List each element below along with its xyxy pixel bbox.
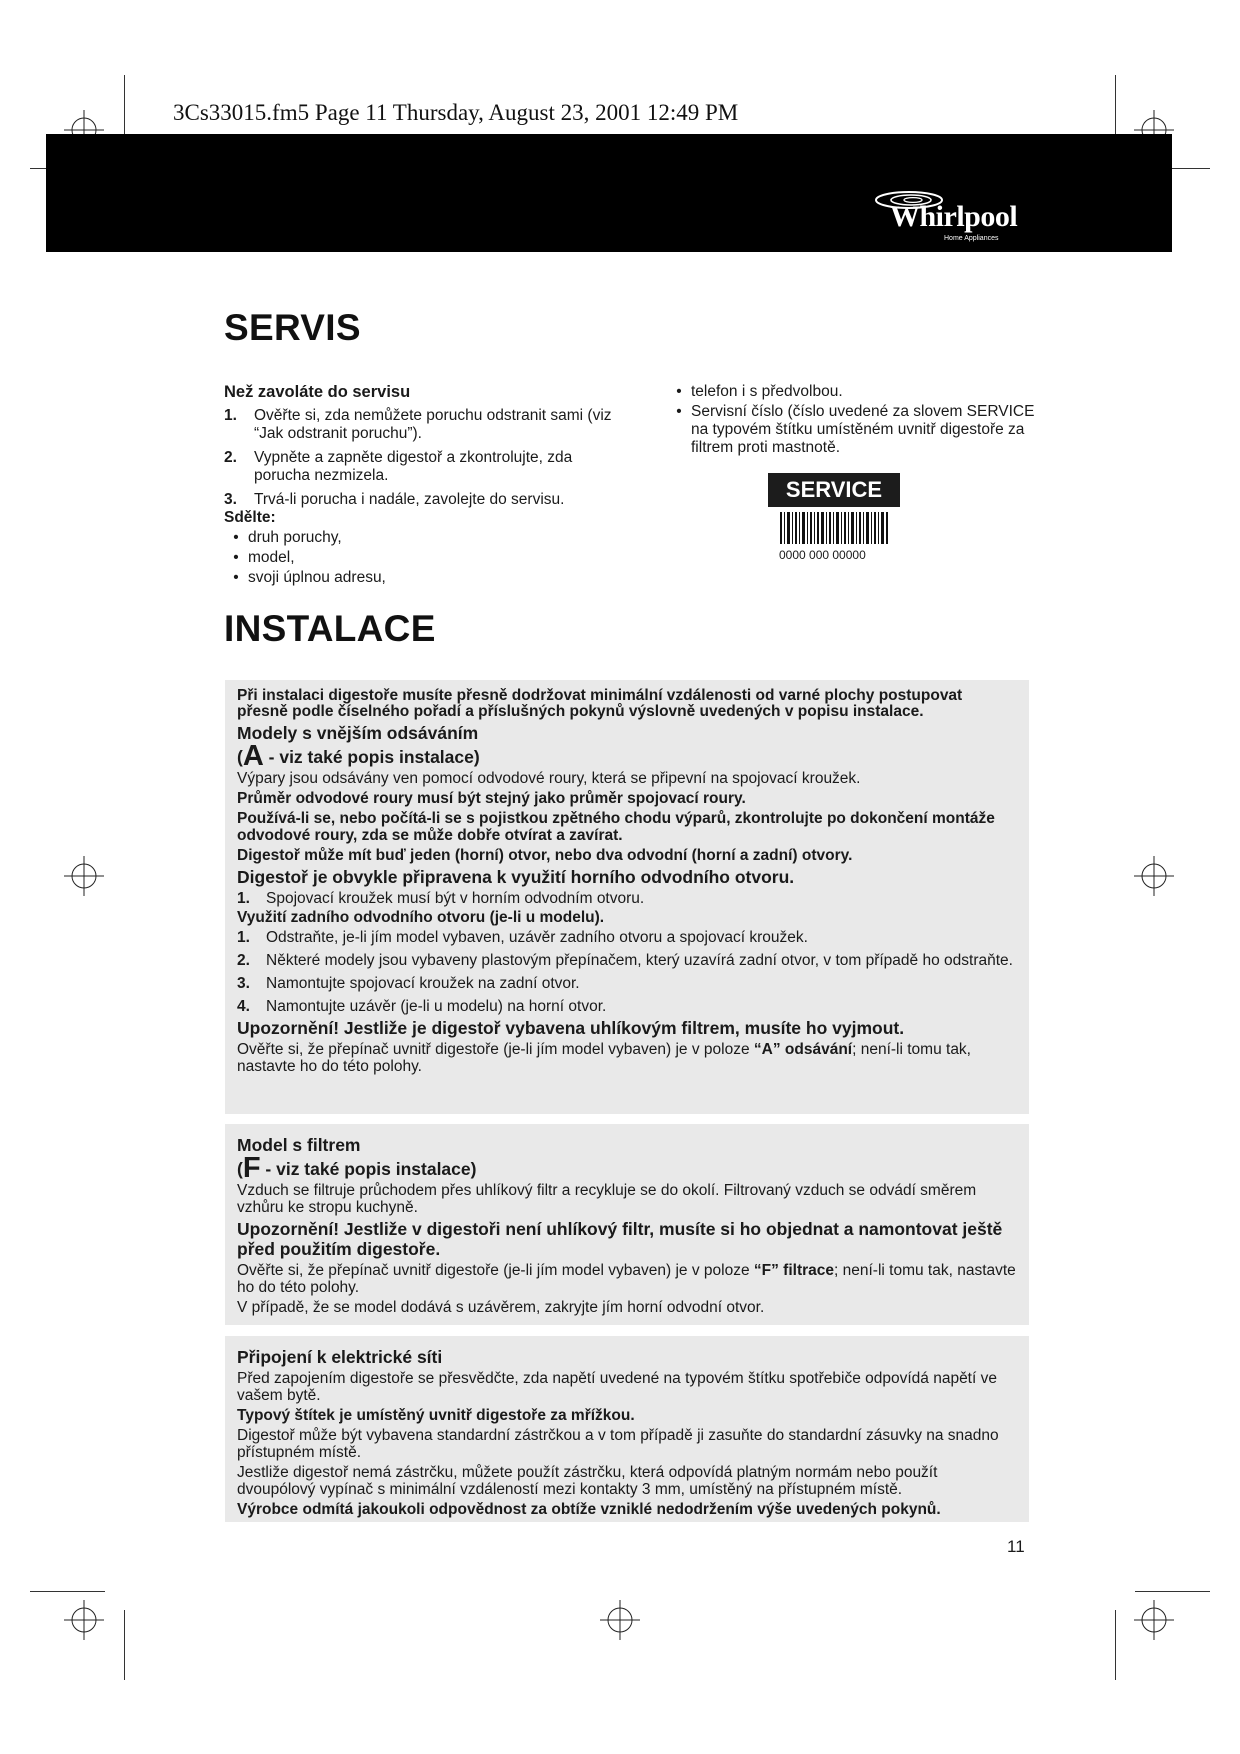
list-item: • druh poruchy, (233, 529, 342, 546)
rear-outlet-label: Využití zadního odvodního otvoru (je-li u modelu). (237, 909, 605, 926)
list-item: 1. Odstraňte, je-li jím model vybaven, uzávěr zadního otvoru a spojovací kroužek. (237, 929, 808, 946)
warning-heading: Upozornění! Jestliže je digestoř vybavena uhlíkovým filtrem, musíte ho vyjmout. (237, 1018, 905, 1038)
registration-mark-icon (1134, 856, 1174, 896)
section-subheading: (F - viz také popis instalace) (237, 1152, 477, 1184)
registration-mark-icon (600, 1600, 640, 1640)
install-intro: Při instalaci digestoře musíte přesně dodržovat minimální vzdálenosti od varné plochy postupovat přesně podle číselného pořadí a příslušných pokynů výslovně uvedených v popisu instalace. (237, 687, 963, 720)
print-header: 3Cs33015.fm5 Page 11 Thursday, August 23, 2001 12:49 PM (173, 100, 739, 125)
page-number: 11 (1007, 1537, 1025, 1556)
paragraph: Průměr odvodové roury musí být stejný jako průměr spojovací roury. (237, 790, 746, 807)
service-label: SERVICE (768, 473, 900, 507)
instalace-title: INSTALACE (224, 608, 436, 649)
paragraph: Používá-li se, nebo počítá-li se s pojistkou zpětného chodu výparů, zkontrolujte po dokončení montáže odvodové roury, zda se může dobře otvírat a zavírat. (237, 810, 995, 844)
paragraph: Ověřte si, že přepínač uvnitř digestoře (je-li jím model vybaven) je v poloze “A” odsávání; není-li tomu tak, nastavte ho do této polohy. (237, 1041, 971, 1075)
servis-subtitle: Než zavoláte do servisu (224, 383, 411, 401)
paragraph: Ověřte si, že přepínač uvnitř digestoře (je-li jím model vybaven) je v poloze “F” filtrace; není-li tomu tak, nastavte ho do této polohy. (237, 1262, 1016, 1296)
paragraph: Typový štítek je umístěný uvnitř digestoře za mřížkou. (237, 1407, 635, 1424)
registration-mark-icon (64, 856, 104, 896)
list-item: 1. Ověřte si, zda nemůžete poruchu odstranit sami (viz “Jak odstranit poruchu”). (224, 407, 612, 442)
external-exhaust-section (225, 680, 1029, 1114)
brand-name: Whirlpool (890, 200, 1018, 233)
servis-title: SERVIS (224, 307, 361, 348)
list-item: 2. Některé modely jsou vybaveny plastovým přepínačem, který uzavírá zadní otvor, v tom případě ho odstraňte. (237, 952, 1013, 969)
crop-mark (1115, 1610, 1116, 1680)
list-item: 3. Trvá-li porucha i nadále, zavolejte do servisu. (224, 491, 565, 508)
crop-mark (1135, 1591, 1210, 1592)
barcode-icon (780, 512, 890, 544)
barcode-number: 0000 000 00000 (779, 548, 866, 562)
registration-mark-icon (64, 1600, 104, 1640)
section-heading: Modely s vnějším odsáváním (237, 723, 479, 743)
paragraph: Před zapojením digestoře se přesvědčte, zda napětí uvedené na typovém štítku spotřebiče odpovídá napětí ve vašem bytě. (237, 1370, 997, 1404)
paragraph: Výrobce odmítá jakoukoli odpovědnost za obtíže vzniklé nedodržením výše uvedených pokynů. (237, 1501, 941, 1518)
crop-mark (124, 1610, 125, 1680)
paragraph: Jestliže digestoř nemá zástrčku, můžete použít zástrčku, která odpovídá platným normám nebo použít dvoupólový vypínač s minimální vzdáleností mezi kontakty 3 mm, umístěný na přístupném místě. (237, 1464, 938, 1498)
paragraph: V případě, že se model dodává s uzávěrem, zakryjte jím horní odvodní otvor. (237, 1299, 765, 1316)
section-heading: Připojení k elektrické síti (237, 1347, 443, 1367)
section-heading: Model s filtrem (237, 1135, 361, 1155)
registration-mark-icon (1134, 1600, 1174, 1640)
servis-right-column (667, 383, 1047, 459)
filter-model-section (225, 1124, 1029, 1325)
list-item: • Servisní číslo (číslo uvedené za slovem SERVICE na typovém štítku umístěném uvnitř digestoře za filtrem proti mastnotě. (676, 403, 1035, 456)
electrical-connection-section (225, 1336, 1029, 1522)
list-item: 2. Vypněte a zapněte digestoř a zkontrolujte, zda porucha nezmizela. (224, 449, 573, 484)
paragraph: Digestoř může mít buď jeden (horní) otvor, nebo dva odvodní (horní a zadní) otvory. (237, 847, 853, 864)
list-item: • model, (233, 549, 295, 566)
list-item: 4. Namontujte uzávěr (je-li u modelu) na horní otvor. (237, 998, 607, 1015)
list-item: 1. Spojovací kroužek musí být v horním odvodním otvoru. (237, 890, 645, 907)
paragraph: Vzduch se filtruje průchodem přes uhlíkový filtr a recykluje se do okolí. Filtrovaný vzduch se odvádí směrem vzhůru ke stropu kuchyně. (237, 1182, 977, 1216)
crop-mark (30, 1591, 105, 1592)
servis-left-column (224, 383, 619, 589)
paragraph: Výpary jsou odsávány ven pomocí odvodové roury, která se připevní na spojovací kroužek. (237, 770, 861, 787)
list-item: • telefon i s předvolbou. (676, 383, 843, 400)
header-banner (46, 134, 1172, 252)
brand-tagline: Home Appliances (944, 235, 999, 242)
paragraph: Digestoř může být vybavena standardní zástrčkou a v tom případě ji zasuňte do standardní zásuvky na snadno přístupném místě. (237, 1427, 999, 1461)
list-item: • svoji úplnou adresu, (233, 569, 386, 586)
whirlpool-logo (872, 192, 1032, 242)
section-subheading: (A - viz také popis instalace) (237, 740, 480, 772)
warning-heading: Upozornění! Jestliže v digestoři není uhlíkový filtr, musíte si ho objednat a namontovat ještě před použitím digestoře. (237, 1219, 1003, 1259)
section-heading: Digestoř je obvykle připravena k využití horního odvodního otvoru. (237, 867, 795, 887)
list-item: 3. Namontujte spojovací kroužek na zadní otvor. (237, 975, 580, 992)
tell-label: Sdělte: (224, 509, 276, 526)
